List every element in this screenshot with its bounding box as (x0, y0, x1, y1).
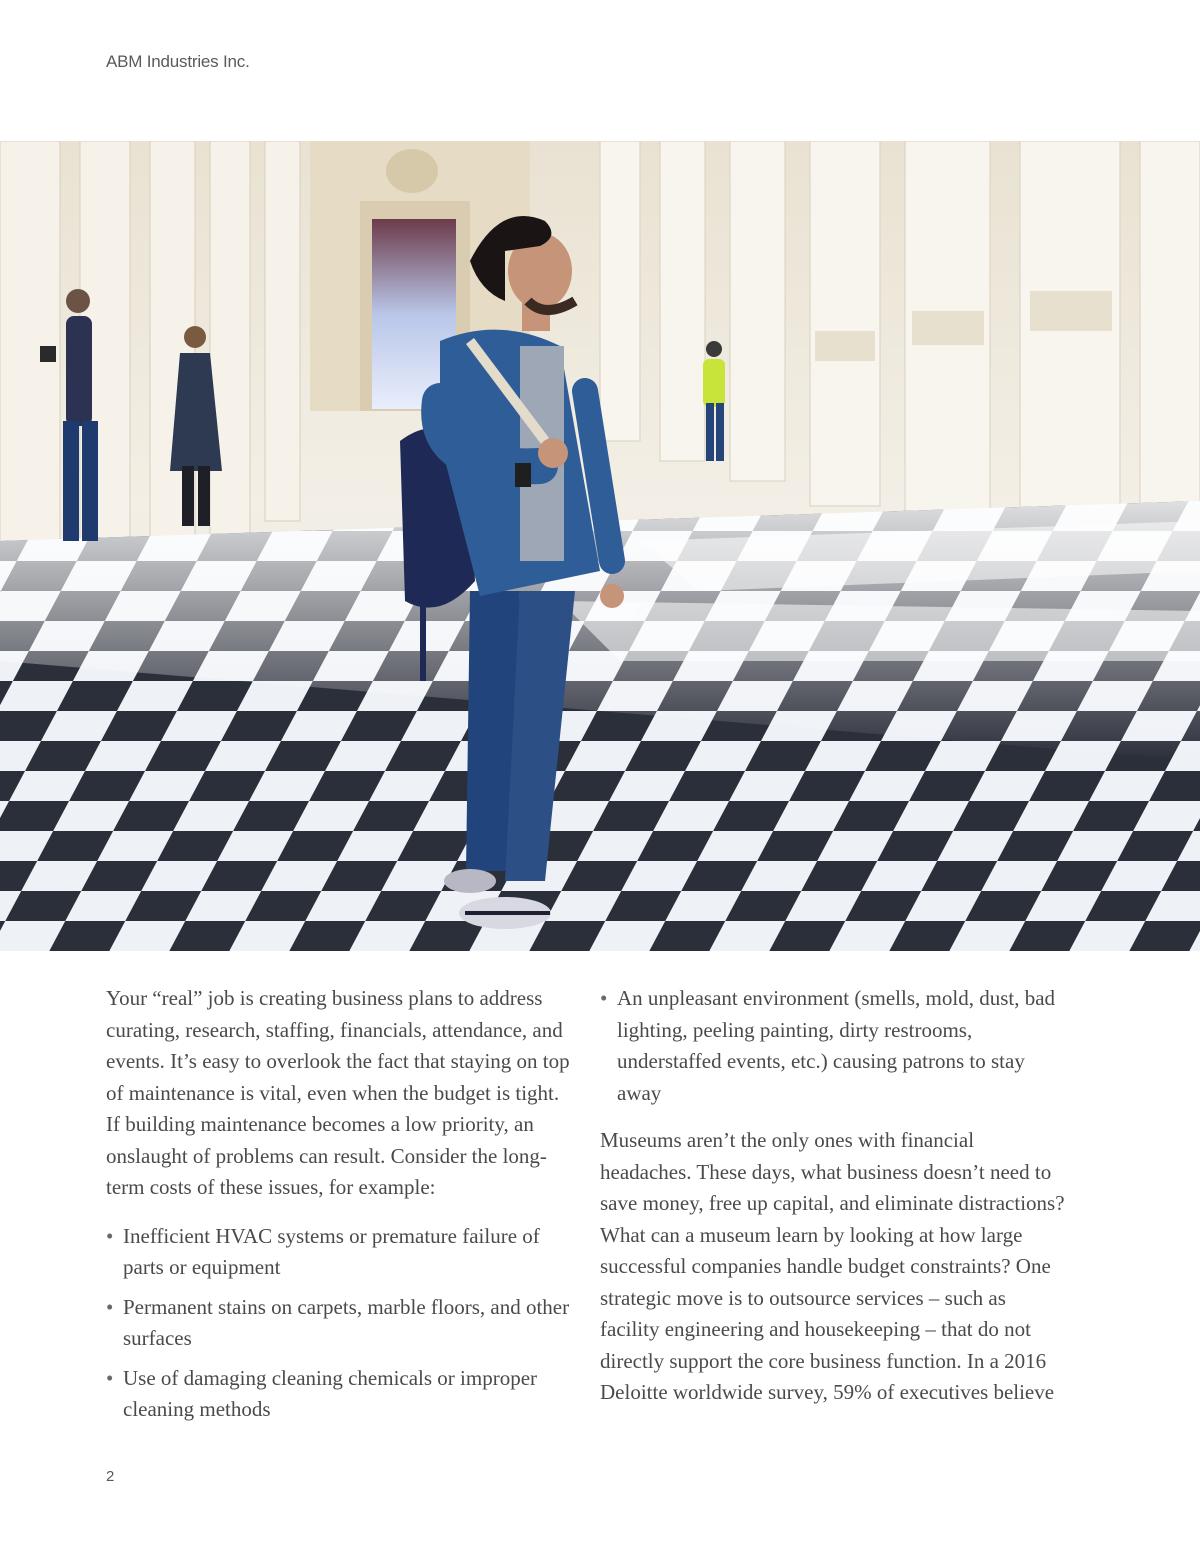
list-item: • Permanent stains on carpets, marble floors, and other surfaces (106, 1292, 576, 1355)
company-header: ABM Industries Inc. (106, 52, 250, 71)
list-item: • Use of damaging cleaning chemicals or improper cleaning methods (106, 1363, 576, 1426)
right-column (600, 983, 1070, 1409)
intro-paragraph: Your “real” job is creating business plans to address curating, research, staffing, financials, attendance, and events. It’s easy to overlook the fact that staying on top of maintenance is vital, even when the budget is tight. If building maintenance becomes a low priority, an onslaught of problems can result. Consider the long-term costs of these issues, for example: (106, 986, 570, 1199)
list-item: • Inefficient HVAC systems or premature failure of parts or equipment (106, 1221, 576, 1284)
museums-paragraph: Museums aren’t the only ones with financial headaches. These days, what business doesn’t need to save money, free up capital, and eliminate distractions? What can a museum learn by looking at how large successful companies handle budget constraints? One strategic move is to outsource services – such as facility engineering and housekeeping – that do not directly support the core business function. In a 2016 Deloitte worldwide survey, 59% of executives believe (600, 1128, 1065, 1404)
left-column (106, 983, 576, 1434)
list-item: • An unpleasant environment (smells, mold, dust, bad lighting, peeling painting, dirty restrooms, understaffed events, etc.) causing patrons to stay away (600, 983, 1070, 1109)
hero-photo (0, 141, 1200, 951)
issues-list (106, 1221, 576, 1426)
issues-list-continued (600, 983, 1070, 1109)
page-number: 2 (106, 1468, 115, 1485)
